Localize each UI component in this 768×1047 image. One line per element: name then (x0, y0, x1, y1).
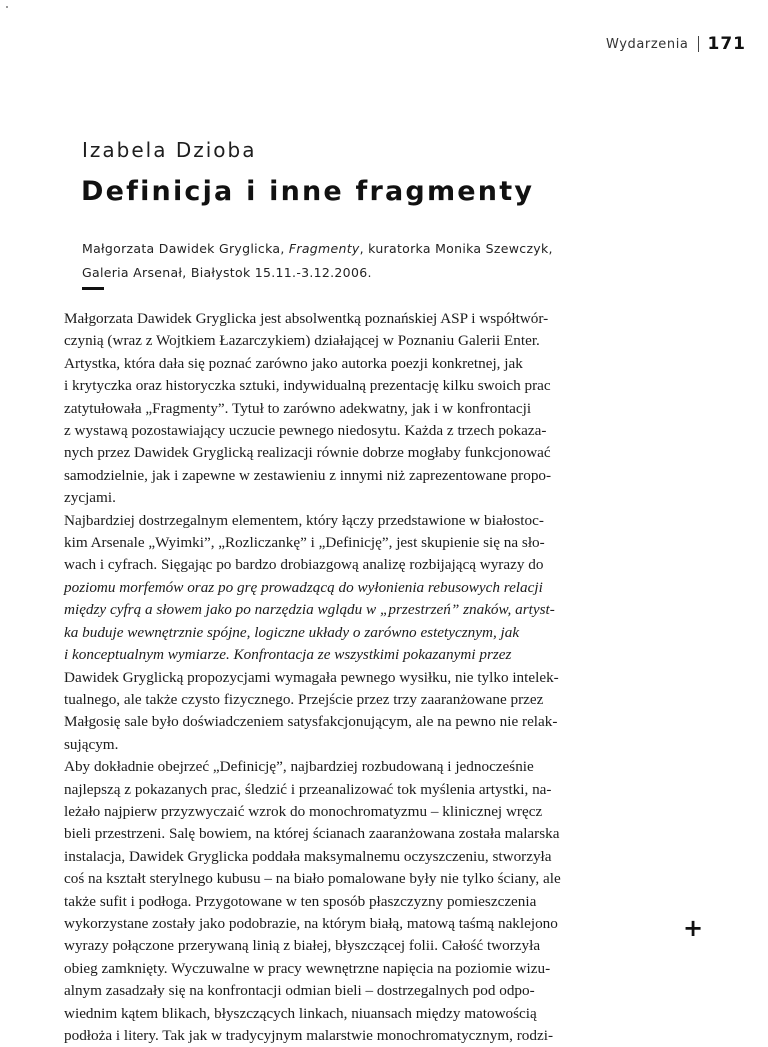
article-author: Izabela Dzioba (82, 138, 257, 162)
exhibition-artist: Małgorzata Dawidek Gryglicka, (82, 241, 289, 256)
body-line: tualnego, ale także czysto fizycznego. Przejście przez trzy zaaranżowane przez (64, 690, 544, 708)
body-line: wiednim kątem blikach, błyszczących linkach, niuansach między matowością (64, 1004, 537, 1022)
body-line: samodzielnie, jak i zapewne w zestawieniu z innymi niż zaprezentowane propo- (64, 466, 552, 484)
body-line: zycjami. (64, 489, 116, 507)
body-line: zatytułowała „Fragmenty”. Tytuł to zarówno adekwatny, jak i w konfrontacji (64, 399, 532, 417)
article-body (64, 308, 714, 1047)
exhibition-work-title: Fragmenty (288, 241, 360, 256)
body-line: także sufit i podłoga. Przygotowane w ten sposób płaszczyzny pomieszczenia (64, 892, 537, 910)
header-divider (698, 36, 699, 52)
body-line: i krytyczka oraz historyczka sztuki, indywidualną prezentację kilku swoich prac (64, 377, 551, 395)
body-line: Artystka, która dała się poznać zarówno jako autorka poezji konkretnej, jak (64, 354, 523, 372)
exhibition-info (82, 237, 553, 285)
body-line: wyrazy połączone przerywaną linią z białej, błyszczącej folii. Całość tworzyła (64, 937, 541, 955)
body-line: czynią (wraz z Wojtkiem Łazarczykiem) działającej w Poznaniu Galerii Enter. (64, 332, 540, 350)
body-line: wach i cyfrach. Sięgając po bardzo drobiazgową analizę rozbijającą wyrazy do (64, 556, 544, 574)
body-line: leżało najpierw przyzwyczaić wzrok do monochromatyzmu – klinicznej wręcz (64, 802, 543, 820)
body-line: najlepszą z pokazanych prac, śledzić i przeanalizować tok myślenia artystki, na- (64, 780, 552, 798)
body-line: Małgorzata Dawidek Gryglicka jest absolwentką poznańskiej ASP i współtwór- (64, 310, 549, 327)
body-line: nych przez Dawidek Gryglicką realizacji równie dobrze mogłaby funkcjonować (64, 444, 551, 462)
exhibition-venue: Galeria Arsenał, Białystok 15.11.-3.12.2006. (82, 265, 372, 280)
body-line: ka buduje wewnętrznie spójne, logiczne układy o zarówno estetycznym, jak (64, 623, 520, 641)
body-line: między cyfrą a słowem jako po narzędzia wglądu w „przestrzeń” znaków, artyst- (64, 601, 555, 619)
body-line: Dawidek Gryglicką propozycjami wymagała pewnego wysiłku, nie tylko intelek- (64, 668, 559, 686)
body-line: Małgosię sale było doświadczeniem satysfakcjonującym, ale na pewno nie relak- (64, 713, 558, 731)
section-rule (82, 287, 104, 290)
body-line: sującym. (64, 735, 119, 753)
body-line: instalacja, Dawidek Gryglicka poddała maksymalnemu oczyszczeniu, stworzyła (64, 847, 552, 865)
body-line: kim Arsenale „Wyimki”, „Rozliczankę” i „Definicję”, jest skupienie się na sło- (64, 534, 545, 552)
body-line: poziomu morfemów oraz po grę prowadzącą do wyłonienia rebusowych relacji (64, 578, 543, 596)
body-line: i konceptualnym wymiarze. Konfrontacja ze wszystkimi pokazanymi przez (64, 646, 512, 664)
registration-mark-icon: + (683, 914, 704, 942)
body-line: Najbardziej dostrzegalnym elementem, który łączy przedstawione w białostoc- (64, 511, 544, 529)
body-line: coś na kształt sterylnego kubusu – na biało pomalowane były nie tylko ściany, ale (64, 870, 561, 888)
page-number: 171 (707, 34, 746, 54)
body-line: z wystawą pozostawiający uczucie pewnego niedosytu. Każda z trzech pokaza- (64, 422, 547, 440)
body-line: bieli przestrzeni. Salę bowiem, na której ścianach zaaranżowana została malarska (64, 825, 560, 843)
section-name: Wydarzenia (605, 36, 689, 52)
body-line: obieg zamknięty. Wyczuwalne w pracy wewnętrzne napięcia na poziomie wizu- (64, 959, 551, 977)
running-header (606, 34, 746, 54)
exhibition-curator: , kuratorka Monika Szewczyk, (359, 241, 553, 256)
body-line: podłoża i litery. Tak jak w tradycyjnym malarstwie monochromatycznym, rodzi- (64, 1027, 554, 1044)
scan-speck (6, 6, 8, 8)
exhibition-line-1 (82, 237, 553, 261)
body-line: alnym zasadzały się na konfrontacji odmian bieli – dostrzegalnych pod odpo- (64, 982, 535, 1000)
body-line: wykorzystane zostały jako podobrazie, na którym białą, matową taśmą naklejono (64, 914, 558, 932)
article-title: Definicja i inne fragmenty (81, 176, 535, 207)
body-line: Aby dokładnie obejrzeć „Definicję”, najbardziej rozbudowaną i jednocześnie (64, 758, 534, 776)
